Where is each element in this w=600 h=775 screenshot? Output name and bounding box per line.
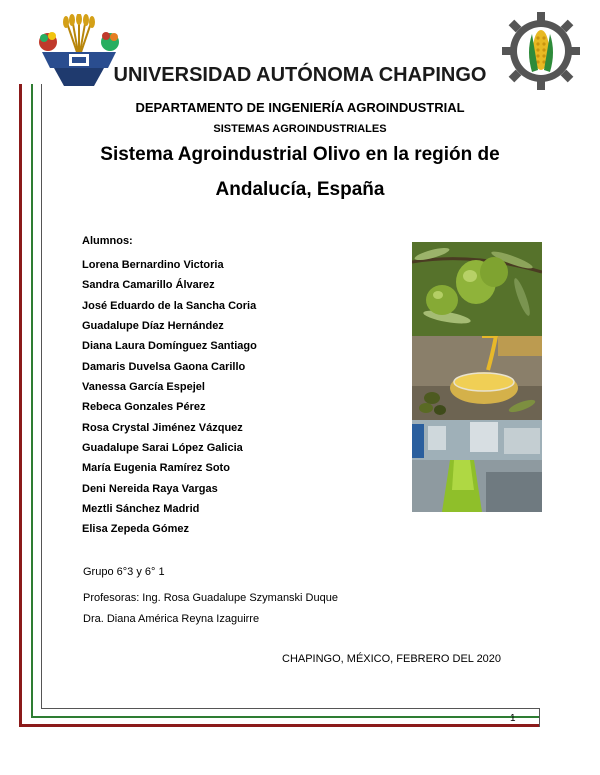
frame-line-red-horizontal [19, 724, 540, 727]
document-title-line-2: Andalucía, España [215, 179, 385, 200]
page-number: 1 [510, 713, 516, 724]
frame-line-green-vertical [31, 84, 33, 718]
student-name: Sandra Camarillo Álvarez [82, 279, 215, 292]
student-name: José Eduardo de la Sancha Coria [82, 299, 257, 312]
olive-branch-photo [412, 242, 542, 336]
student-name: Rosa Crystal Jiménez Vázquez [82, 421, 243, 434]
student-name: Damaris Duvelsa Gaona Carillo [82, 360, 246, 373]
department-name: DEPARTAMENTO DE INGENIERÍA AGROINDUSTRIAL [135, 100, 465, 115]
subject-name: SISTEMAS AGROINDUSTRIALES [213, 123, 387, 135]
student-name: Lorena Bernardino Victoria [82, 259, 224, 271]
student-name: Vanessa García Espejel [82, 381, 205, 394]
oil-processing-photo [412, 420, 542, 512]
professors-line-1: Profesoras: Ing. Rosa Guadalupe Szymanski Duque [83, 592, 338, 604]
frame-line-gray-horizontal [41, 708, 540, 709]
university-name: UNIVERSIDAD AUTÓNOMA CHAPINGO [113, 64, 487, 86]
student-name: Diana Laura Domínguez Santiago [82, 340, 257, 353]
students-list [82, 258, 257, 543]
student-name: María Eugenia Ramírez Soto [82, 462, 230, 475]
students-label: Alumnos: [82, 235, 133, 247]
frame-line-green-horizontal [31, 716, 540, 718]
place-and-date: CHAPINGO, MÉXICO, FEBRERO DEL 2020 [282, 653, 502, 665]
frame-line-end-tick [539, 708, 540, 727]
olive-oil-bowl-photo [412, 336, 542, 420]
student-name: Guadalupe Díaz Hernández [82, 320, 224, 333]
student-name: Elisa Zepeda Gómez [82, 523, 189, 536]
student-name: Deni Nereida Raya Vargas [82, 482, 218, 495]
professors-line-2: Dra. Diana América Reyna Izaguirre [83, 613, 260, 625]
student-name: Meztli Sánchez Madrid [82, 503, 200, 516]
frame-line-gray-vertical [41, 84, 42, 709]
group-info: Grupo 6°3 y 6° 1 [83, 566, 165, 578]
frame-line-red-vertical [19, 84, 22, 727]
document-title-line-1: Sistema Agroindustrial Olivo en la región de [100, 144, 500, 165]
student-name: Rebeca Gonzales Pérez [82, 401, 206, 414]
student-name: Guadalupe Sarai López Galicia [82, 442, 243, 455]
